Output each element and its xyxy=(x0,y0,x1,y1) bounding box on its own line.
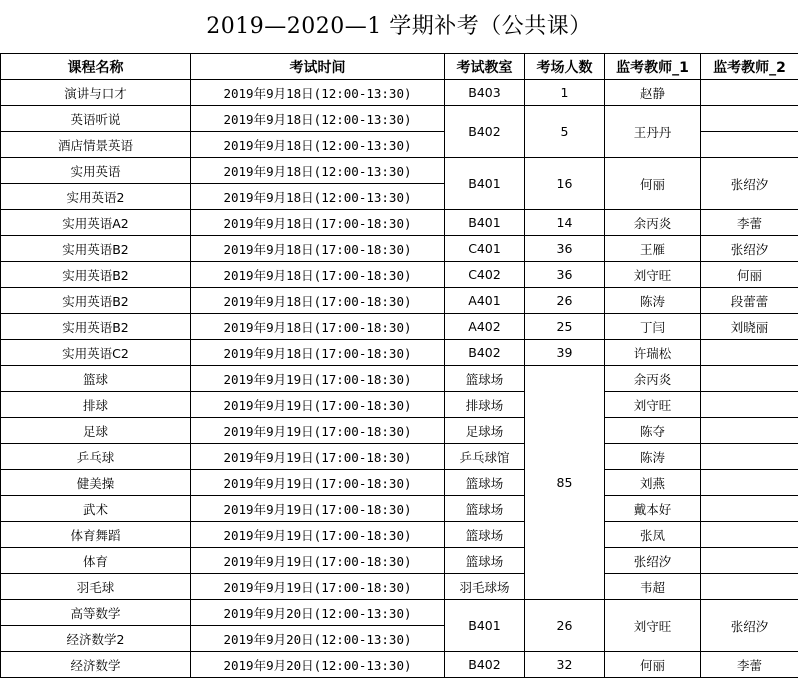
teacher-2-cell xyxy=(701,444,798,470)
course-cell: 篮球 xyxy=(1,366,191,392)
room-cell: 排球场 xyxy=(445,392,525,418)
teacher-2-cell: 张绍汐 xyxy=(701,158,798,210)
room-cell: 篮球场 xyxy=(445,470,525,496)
teacher-1-cell: 陈涛 xyxy=(605,444,701,470)
teacher-2-cell: 张绍汐 xyxy=(701,600,798,652)
time-cell: 2019年9月20日(12:00-13:30) xyxy=(191,626,445,652)
table-row xyxy=(1,470,798,496)
table-row xyxy=(1,574,798,600)
teacher-1-cell: 陈夺 xyxy=(605,418,701,444)
time-cell: 2019年9月18日(17:00-18:30) xyxy=(191,340,445,366)
room-cell: A401 xyxy=(445,288,525,314)
course-cell: 酒店情景英语 xyxy=(1,132,191,158)
table-row xyxy=(1,158,798,184)
room-cell: 篮球场 xyxy=(445,548,525,574)
teacher-1-cell: 王雁 xyxy=(605,236,701,262)
count-cell: 36 xyxy=(525,262,605,288)
time-cell: 2019年9月19日(17:00-18:30) xyxy=(191,548,445,574)
course-cell: 乒乓球 xyxy=(1,444,191,470)
table-row xyxy=(1,522,798,548)
table-row xyxy=(1,444,798,470)
count-cell: 25 xyxy=(525,314,605,340)
time-cell: 2019年9月18日(17:00-18:30) xyxy=(191,288,445,314)
course-cell: 实用英语B2 xyxy=(1,262,191,288)
table-header-row xyxy=(1,54,798,80)
teacher-1-cell: 张凤 xyxy=(605,522,701,548)
table-row xyxy=(1,392,798,418)
course-cell: 实用英语 xyxy=(1,158,191,184)
teacher-1-cell: 刘守旺 xyxy=(605,392,701,418)
room-cell: C401 xyxy=(445,236,525,262)
teacher-2-cell xyxy=(701,418,798,444)
count-cell: 26 xyxy=(525,600,605,652)
time-cell: 2019年9月19日(17:00-18:30) xyxy=(191,496,445,522)
time-cell: 2019年9月19日(17:00-18:30) xyxy=(191,392,445,418)
teacher-1-cell: 刘守旺 xyxy=(605,262,701,288)
room-cell: 篮球场 xyxy=(445,522,525,548)
course-cell: 实用英语2 xyxy=(1,184,191,210)
room-cell: B402 xyxy=(445,652,525,678)
teacher-2-cell: 段蕾蕾 xyxy=(701,288,798,314)
teacher-2-cell xyxy=(701,132,798,158)
teacher-1-cell: 王丹丹 xyxy=(605,106,701,158)
teacher-1-cell: 何丽 xyxy=(605,158,701,210)
table-row xyxy=(1,366,798,392)
count-cell: 16 xyxy=(525,158,605,210)
time-cell: 2019年9月19日(17:00-18:30) xyxy=(191,522,445,548)
table-row xyxy=(1,262,798,288)
table-row xyxy=(1,80,798,106)
teacher-2-cell: 李蕾 xyxy=(701,210,798,236)
course-cell: 高等数学 xyxy=(1,600,191,626)
course-cell: 经济数学2 xyxy=(1,626,191,652)
teacher-1-cell: 丁闫 xyxy=(605,314,701,340)
table-row xyxy=(1,288,798,314)
teacher-2-cell: 张绍汐 xyxy=(701,236,798,262)
table-row xyxy=(1,236,798,262)
table-row xyxy=(1,600,798,626)
header-count: 考场人数 xyxy=(525,54,605,80)
table-row xyxy=(1,340,798,366)
course-cell: 实用英语B2 xyxy=(1,236,191,262)
count-cell: 39 xyxy=(525,340,605,366)
room-cell: B402 xyxy=(445,106,525,158)
teacher-2-cell: 何丽 xyxy=(701,262,798,288)
teacher-1-cell: 韦超 xyxy=(605,574,701,600)
table-row xyxy=(1,314,798,340)
count-cell: 85 xyxy=(525,366,605,600)
course-cell: 足球 xyxy=(1,418,191,444)
room-cell: 乒乓球馆 xyxy=(445,444,525,470)
room-cell: B401 xyxy=(445,210,525,236)
time-cell: 2019年9月19日(17:00-18:30) xyxy=(191,418,445,444)
course-cell: 排球 xyxy=(1,392,191,418)
header-room: 考试教室 xyxy=(445,54,525,80)
sheet-title: 2019—2020—1 学期补考（公共课） xyxy=(206,14,592,39)
header-course: 课程名称 xyxy=(1,54,191,80)
room-cell: C402 xyxy=(445,262,525,288)
time-cell: 2019年9月19日(17:00-18:30) xyxy=(191,574,445,600)
course-cell: 经济数学 xyxy=(1,652,191,678)
room-cell: B403 xyxy=(445,80,525,106)
teacher-2-cell xyxy=(701,522,798,548)
teacher-2-cell xyxy=(701,80,798,106)
time-cell: 2019年9月20日(12:00-13:30) xyxy=(191,652,445,678)
course-cell: 实用英语A2 xyxy=(1,210,191,236)
room-cell: 足球场 xyxy=(445,418,525,444)
teacher-2-cell xyxy=(701,340,798,366)
table-row xyxy=(1,496,798,522)
time-cell: 2019年9月19日(17:00-18:30) xyxy=(191,366,445,392)
exam-schedule-table xyxy=(0,53,798,678)
teacher-2-cell: 刘晓丽 xyxy=(701,314,798,340)
teacher-2-cell: 李蕾 xyxy=(701,652,798,678)
teacher-2-cell xyxy=(701,574,798,600)
table-row xyxy=(1,210,798,236)
course-cell: 实用英语B2 xyxy=(1,288,191,314)
time-cell: 2019年9月19日(17:00-18:30) xyxy=(191,470,445,496)
header-time: 考试时间 xyxy=(191,54,445,80)
room-cell: A402 xyxy=(445,314,525,340)
count-cell: 14 xyxy=(525,210,605,236)
time-cell: 2019年9月19日(17:00-18:30) xyxy=(191,444,445,470)
count-cell: 5 xyxy=(525,106,605,158)
room-cell: 羽毛球场 xyxy=(445,574,525,600)
course-cell: 武术 xyxy=(1,496,191,522)
time-cell: 2019年9月18日(12:00-13:30) xyxy=(191,158,445,184)
course-cell: 实用英语B2 xyxy=(1,314,191,340)
time-cell: 2019年9月20日(12:00-13:30) xyxy=(191,600,445,626)
time-cell: 2019年9月18日(12:00-13:30) xyxy=(191,106,445,132)
course-cell: 英语听说 xyxy=(1,106,191,132)
table-row xyxy=(1,418,798,444)
room-cell: B401 xyxy=(445,158,525,210)
count-cell: 26 xyxy=(525,288,605,314)
teacher-2-cell xyxy=(701,470,798,496)
header-teacher-2: 监考教师_2 xyxy=(701,54,798,80)
teacher-1-cell: 许瑞松 xyxy=(605,340,701,366)
teacher-1-cell: 余丙炎 xyxy=(605,366,701,392)
time-cell: 2019年9月18日(12:00-13:30) xyxy=(191,80,445,106)
table-row xyxy=(1,106,798,132)
time-cell: 2019年9月18日(17:00-18:30) xyxy=(191,236,445,262)
teacher-2-cell xyxy=(701,548,798,574)
time-cell: 2019年9月18日(12:00-13:30) xyxy=(191,132,445,158)
teacher-1-cell: 何丽 xyxy=(605,652,701,678)
header-teacher-1: 监考教师_1 xyxy=(605,54,701,80)
count-cell: 32 xyxy=(525,652,605,678)
room-cell: B402 xyxy=(445,340,525,366)
room-cell: 篮球场 xyxy=(445,366,525,392)
teacher-1-cell: 戴本好 xyxy=(605,496,701,522)
course-cell: 体育 xyxy=(1,548,191,574)
time-cell: 2019年9月18日(17:00-18:30) xyxy=(191,262,445,288)
teacher-2-cell xyxy=(701,366,798,392)
room-cell: B401 xyxy=(445,600,525,652)
teacher-1-cell: 刘守旺 xyxy=(605,600,701,652)
course-cell: 体育舞蹈 xyxy=(1,522,191,548)
room-cell: 篮球场 xyxy=(445,496,525,522)
teacher-2-cell xyxy=(701,392,798,418)
teacher-1-cell: 陈涛 xyxy=(605,288,701,314)
course-cell: 演讲与口才 xyxy=(1,80,191,106)
count-cell: 36 xyxy=(525,236,605,262)
teacher-2-cell xyxy=(701,106,798,132)
time-cell: 2019年9月18日(17:00-18:30) xyxy=(191,210,445,236)
table-row xyxy=(1,548,798,574)
teacher-1-cell: 余丙炎 xyxy=(605,210,701,236)
time-cell: 2019年9月18日(17:00-18:30) xyxy=(191,314,445,340)
table-row xyxy=(1,652,798,678)
teacher-2-cell xyxy=(701,496,798,522)
course-cell: 羽毛球 xyxy=(1,574,191,600)
count-cell: 1 xyxy=(525,80,605,106)
teacher-1-cell: 刘燕 xyxy=(605,470,701,496)
course-cell: 实用英语C2 xyxy=(1,340,191,366)
teacher-1-cell: 张绍汐 xyxy=(605,548,701,574)
teacher-1-cell: 赵静 xyxy=(605,80,701,106)
time-cell: 2019年9月18日(12:00-13:30) xyxy=(191,184,445,210)
course-cell: 健美操 xyxy=(1,470,191,496)
